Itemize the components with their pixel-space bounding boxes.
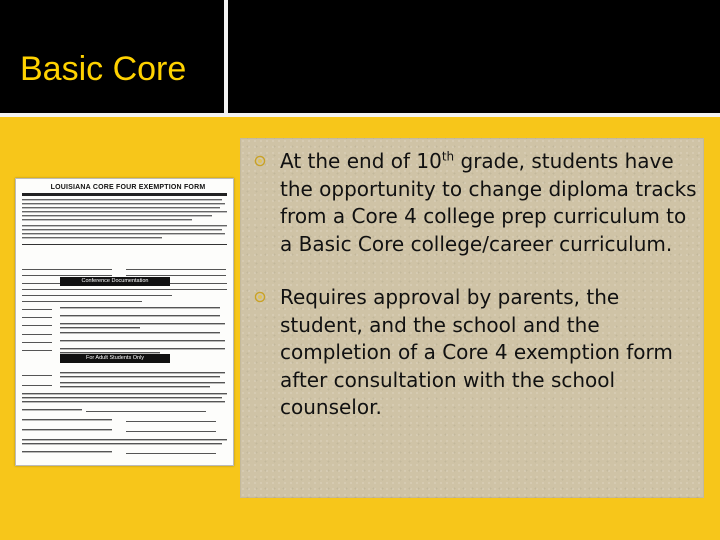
bullet-item bbox=[254, 148, 700, 258]
header-divider bbox=[224, 0, 228, 113]
form-image-section-heading: For Adult Students Only bbox=[60, 354, 170, 363]
ordinal-suffix: th bbox=[441, 149, 455, 164]
circle-bullet-icon bbox=[254, 291, 266, 303]
bullet-text: grade, students have the opportunity to change diploma tracks from a Core 4 college prep curriculum to a Basic Core college/career curriculum. bbox=[280, 149, 697, 256]
bullet-list bbox=[254, 148, 700, 448]
bullet-text: At the end of 10 bbox=[280, 149, 442, 173]
bullet-item bbox=[254, 284, 700, 422]
form-image-section-heading: Conference Documentation bbox=[60, 277, 170, 286]
circle-bullet-icon bbox=[254, 155, 266, 167]
title-bar bbox=[0, 0, 720, 113]
exemption-form-image bbox=[15, 178, 234, 466]
form-image-title: LOUISIANA CORE FOUR EXEMPTION FORM bbox=[50, 184, 206, 191]
bullet-text: Requires approval by parents, the student, and the school and the completion of a Core 4 exemption form after consultation with the school counselor. bbox=[280, 285, 673, 419]
form-lines-graphic bbox=[16, 179, 233, 465]
slide-title: Basic Core bbox=[20, 50, 187, 88]
